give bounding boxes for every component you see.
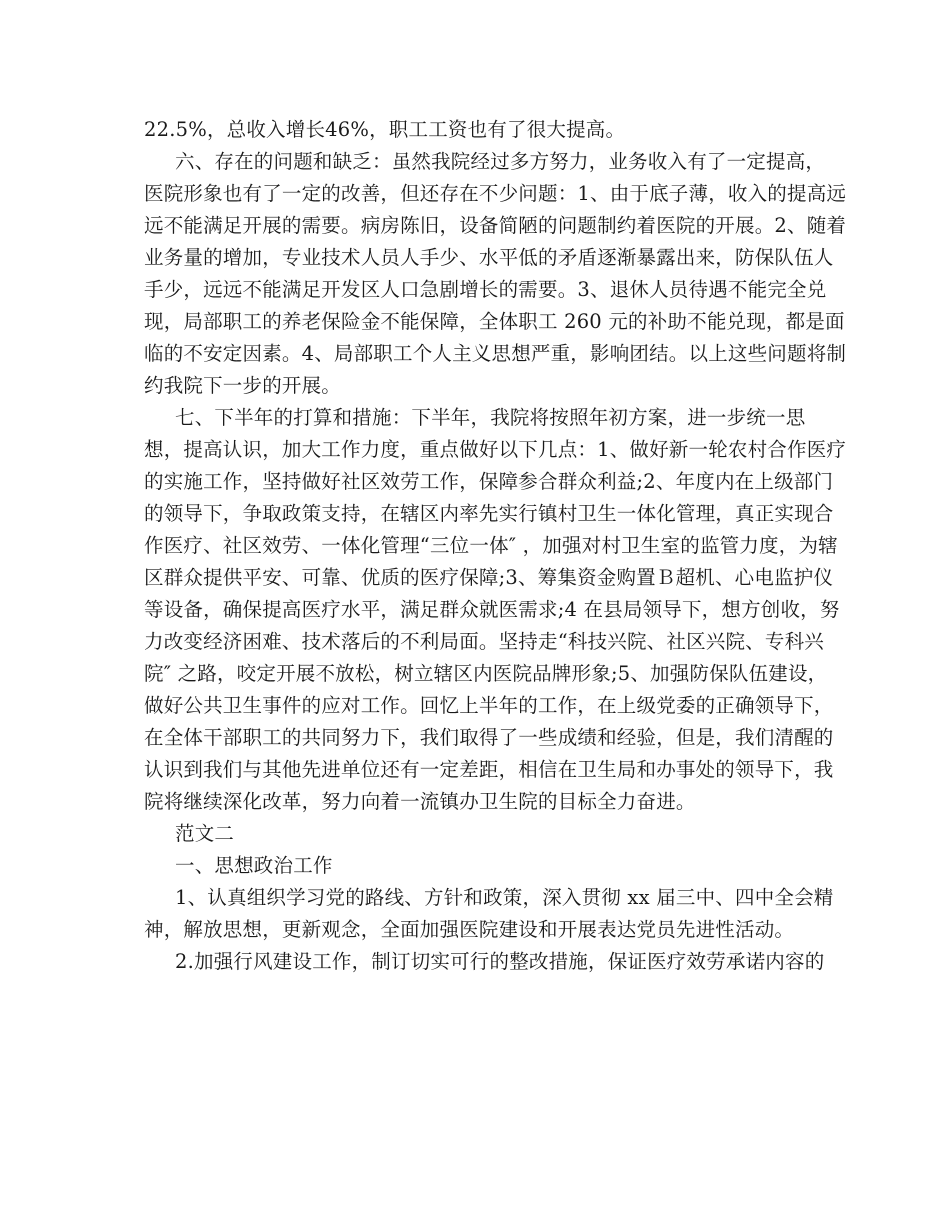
text-line: 1、认真组织学习党的路线、方针和政策，深入贯彻 xx 届三中、四中全会精: [175, 886, 834, 909]
text-line: 作医疗、社区效劳、一体化管理“三位一体″ ，加强对村卫生室的监管力度，为辖: [144, 534, 838, 557]
text-line: 约我院下一步的开展。: [144, 374, 342, 397]
text-line: 的实施工作，坚持做好社区效劳工作，保障参合群众利益;2、年度内在上级部门: [144, 470, 834, 493]
text-line: 医院形象也有了一定的改善，但还存在不少问题：1、由于底子薄，收入的提高远: [144, 182, 847, 205]
text-line: 七、下半年的打算和措施：下半年，我院将按照年初方案，进一步统一思: [175, 406, 806, 429]
text-line: 神，解放思想，更新观念，全面加强医院建设和开展表达党员先进性活动。: [144, 918, 795, 941]
text-line: 等设备，确保提高医疗水平，满足群众就医需求;4 在县局领导下，想方创收，努: [144, 598, 840, 621]
text-line: 在全体干部职工的共同努力下，我们取得了一些成绩和经验，但是，我们清醒的: [144, 726, 834, 749]
text-line: 想，提高认识，加大工作力度，重点做好以下几点：1、做好新一轮农村合作医疗: [144, 438, 847, 461]
text-line: 手少，远远不能满足开发区人口急剧增长的需要。3、退休人员待遇不能完全兑: [144, 278, 827, 301]
text-line: 认识到我们与其他先进单位还有一定差距，相信在卫生局和办事处的领导下，我: [144, 758, 834, 781]
text-line: 临的不安定因素。4、局部职工个人主义思想严重，影响团结。以上这些问题将制: [144, 342, 847, 365]
text-line: 做好公共卫生事件的应对工作。回忆上半年的工作，在上级党委的正确领导下，: [144, 694, 834, 717]
text-line: 业务量的增加，专业技术人员人手少、水平低的矛盾逐渐暴露出来，防保队伍人: [144, 246, 834, 269]
text-line: 六、存在的问题和缺乏：虽然我院经过多方努力，业务收入有了一定提高，: [175, 150, 826, 173]
text-line: 22.5%，总收入增长46%，职工工资也有了很大提高。: [144, 118, 626, 141]
text-line: 现，局部职工的养老保险金不能保障，全体职工 260 元的补助不能兑现，都是面: [144, 310, 845, 333]
text-line: 区群众提供平安、可靠、优质的医疗保障;3、筹集资金购置Ｂ超机、心电监护仪: [144, 566, 834, 589]
text-line: 院″ 之路，咬定开展不放松，树立辖区内医院品牌形象;5、加强防保队伍建设，: [144, 662, 828, 685]
text-line: 院将继续深化改革，努力向着一流镇办卫生院的目标全力奋进。: [144, 790, 696, 813]
section-heading: 一、思想政治工作: [175, 854, 333, 877]
text-line: 的领导下，争取政策支持，在辖区内率先实行镇村卫生一体化管理，真正实现合: [144, 502, 834, 525]
text-line: 远不能满足开展的需要。病房陈旧，设备简陋的问题制约着医院的开展。2、随着: [144, 214, 847, 237]
text-line: 2.加强行风建设工作，制订切实可行的整改措施，保证医疗效劳承诺内容的: [175, 950, 825, 973]
text-line: 力改变经济困难、技术落后的不利局面。坚持走“科技兴院、社区兴院、专科兴: [144, 630, 824, 653]
section-heading: 范文二: [175, 822, 235, 845]
